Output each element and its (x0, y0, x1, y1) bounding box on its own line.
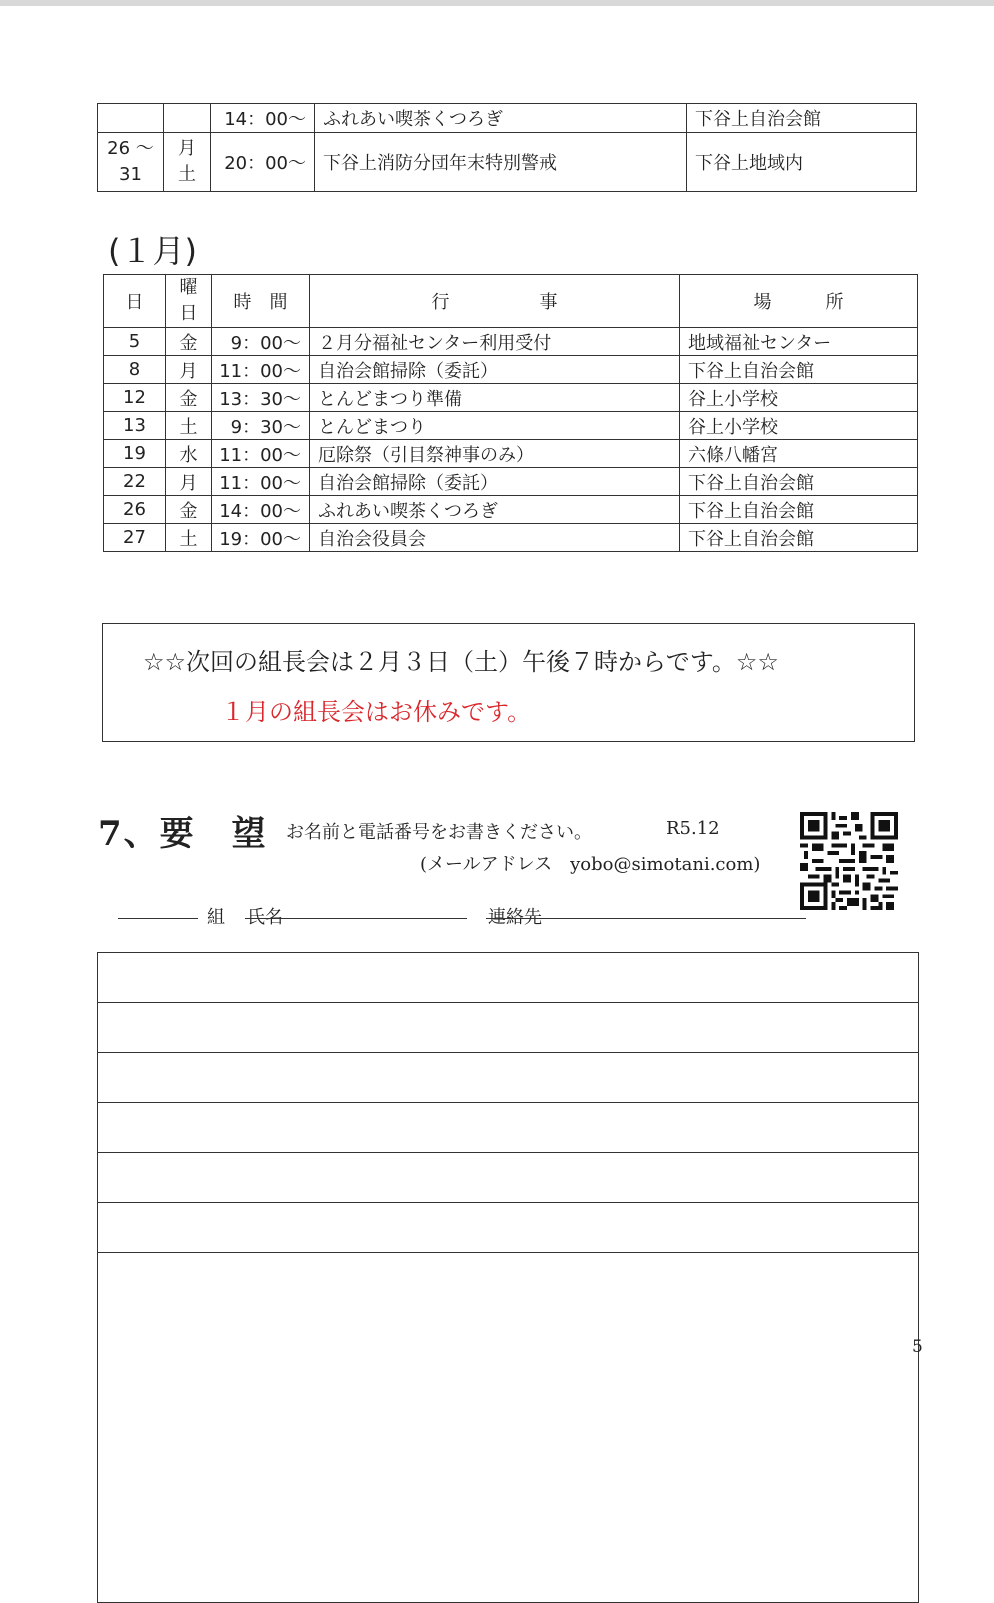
table-row (104, 328, 918, 356)
weekday-cell (164, 104, 211, 133)
place-cell: 下谷上地域内 (687, 133, 917, 192)
event-cell: 自治会館掃除（委託） (310, 356, 680, 384)
contact-label: 連絡先 (488, 907, 542, 928)
event-cell: 下谷上消防分団年末特別警戒 (315, 133, 687, 192)
day-cell: 27 (104, 524, 166, 552)
request-email: (メールアドレス yobo@simotani.com) (420, 854, 761, 875)
event-cell: 自治会館掃除（委託） (310, 468, 680, 496)
name-field[interactable] (245, 918, 467, 919)
meeting-notice-box (102, 623, 915, 742)
table-row (104, 356, 918, 384)
event-cell: ふれあい喫茶くつろぎ (310, 496, 680, 524)
january-table-body (104, 328, 918, 552)
day-cell (98, 104, 164, 133)
place-cell: 地域福祉センター (680, 328, 918, 356)
time-cell: 19：00～ (212, 524, 310, 552)
time-cell: 20：00～ (211, 133, 315, 192)
weekday-cell: 月 (166, 356, 212, 384)
event-cell: 自治会役員会 (310, 524, 680, 552)
kumi-label: 組 (207, 907, 225, 928)
header-weekday (166, 275, 212, 328)
page-number: 5 (912, 1337, 923, 1357)
weekday-cell: 水 (166, 440, 212, 468)
table-row (98, 104, 917, 133)
place-cell: 下谷上自治会館 (680, 524, 918, 552)
writing-line (98, 1052, 918, 1053)
header-weekday-bottom: 日 (179, 303, 198, 324)
time-cell: 11：00～ (212, 468, 310, 496)
day-cell: 8 (104, 356, 166, 384)
day-range-cell (98, 133, 164, 192)
place-cell: 六條八幡宮 (680, 440, 918, 468)
event-cell: とんどまつり準備 (310, 384, 680, 412)
weekday-to: 土 (178, 164, 196, 185)
january-schedule-table (103, 274, 918, 552)
header-time: 時 間 (212, 275, 310, 328)
table-row (104, 468, 918, 496)
writing-line (98, 1152, 918, 1153)
time-cell: 11：00～ (212, 440, 310, 468)
event-cell: とんどまつり (310, 412, 680, 440)
table-row (104, 384, 918, 412)
time-cell: 9：30～ (212, 412, 310, 440)
time-cell: 11：00～ (212, 356, 310, 384)
next-meeting-notice: ☆☆次回の組長会は２月３日（土）午後７時からです。☆☆ (143, 648, 779, 676)
place-cell: 下谷上自治会館 (687, 104, 917, 133)
table-row (104, 412, 918, 440)
weekday-range-cell (164, 133, 211, 192)
header-event: 行 事 (310, 275, 680, 328)
weekday-cell: 金 (166, 328, 212, 356)
day-cell: 13 (104, 412, 166, 440)
day-cell: 26 (104, 496, 166, 524)
time-cell: 14：00～ (212, 496, 310, 524)
table-row (104, 440, 918, 468)
request-instruction: お名前と電話番号をお書きください。 (286, 822, 592, 843)
meeting-cancel-notice: １月の組長会はお休みです。 (221, 698, 532, 726)
writing-line (98, 1002, 918, 1003)
kumi-underline (118, 918, 198, 919)
time-cell: 14：00～ (211, 104, 315, 133)
place-cell: 下谷上自治会館 (680, 468, 918, 496)
writing-line (98, 1102, 918, 1103)
name-label: 氏名 (247, 907, 283, 928)
request-heading: 7、要 望 (98, 814, 268, 854)
table-header-row (104, 275, 918, 328)
header-day: 日 (104, 275, 166, 328)
table-row (98, 133, 917, 192)
weekday-cell: 土 (166, 412, 212, 440)
day-cell: 22 (104, 468, 166, 496)
place-cell: 谷上小学校 (680, 384, 918, 412)
header-place: 場 所 (680, 275, 918, 328)
day-cell: 19 (104, 440, 166, 468)
qr-code-icon (800, 812, 898, 910)
writing-line (98, 1202, 918, 1203)
writing-line (98, 1252, 918, 1253)
time-cell: 13：30～ (212, 384, 310, 412)
weekday-cell: 土 (166, 524, 212, 552)
december-schedule-table (97, 103, 917, 192)
day-from: 26 ～ (107, 138, 154, 159)
request-writing-area[interactable] (97, 952, 919, 1603)
place-cell: 下谷上自治会館 (680, 356, 918, 384)
weekday-cell: 金 (166, 384, 212, 412)
weekday-cell: 金 (166, 496, 212, 524)
place-cell: 下谷上自治会館 (680, 496, 918, 524)
table-row (104, 496, 918, 524)
header-weekday-top: 曜 (179, 277, 198, 298)
event-cell: 厄除祭（引目祭神事のみ） (310, 440, 680, 468)
event-cell: ２月分福祉センター利用受付 (310, 328, 680, 356)
day-cell: 12 (104, 384, 166, 412)
day-to: 31 (119, 164, 142, 185)
issue-date: R5.12 (666, 818, 720, 839)
event-cell: ふれあい喫茶くつろぎ (315, 104, 687, 133)
january-heading: (１月) (108, 232, 197, 270)
page-top-border (0, 0, 994, 6)
place-cell: 谷上小学校 (680, 412, 918, 440)
weekday-cell: 月 (166, 468, 212, 496)
table-row (104, 524, 918, 552)
contact-field[interactable] (486, 918, 806, 919)
day-cell: 5 (104, 328, 166, 356)
weekday-from: 月 (178, 138, 196, 159)
time-cell: 9：00～ (212, 328, 310, 356)
